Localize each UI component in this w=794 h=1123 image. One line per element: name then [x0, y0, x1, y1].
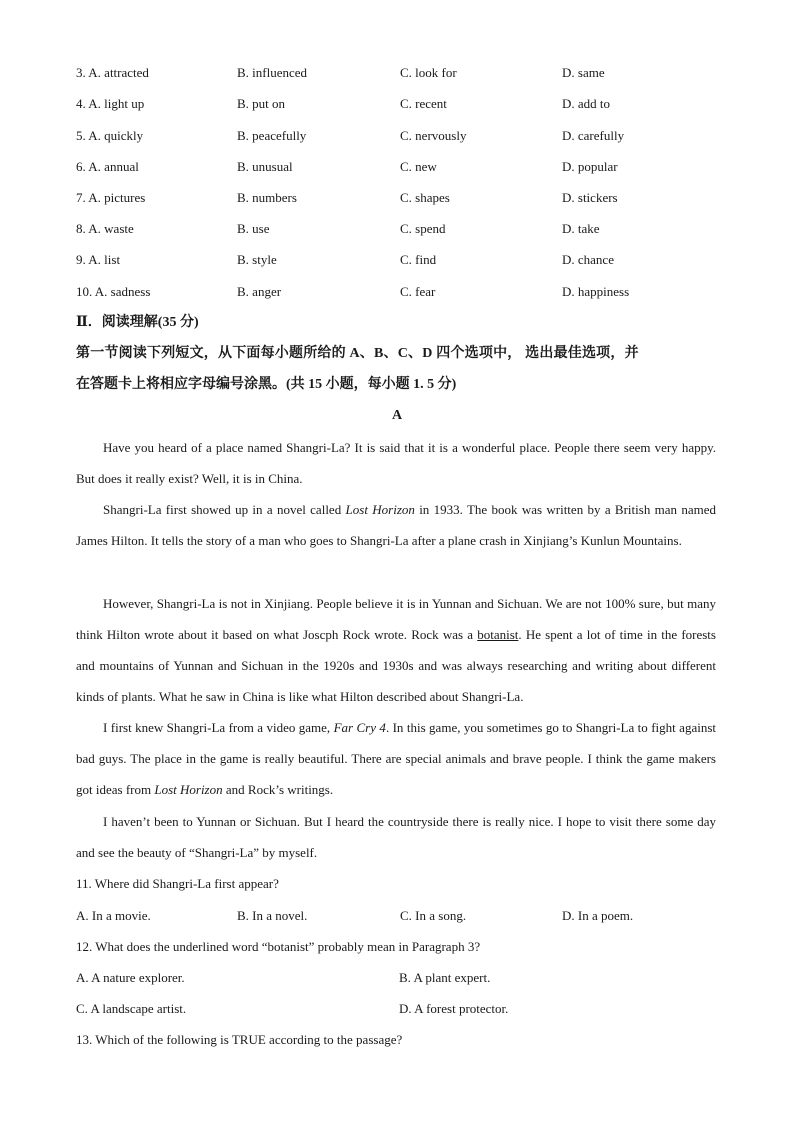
- option-9d: D. chance: [562, 252, 614, 267]
- question-12-option-c: C. A landscape artist.: [76, 1001, 187, 1016]
- option-10a: 10. A. sadness: [76, 284, 151, 299]
- paragraph-1: Have you heard of a place named Shangri-La? It is said that it is a wonderful place. People there seem very happy. But does it really exist? Well, it is in China.: [76, 440, 716, 486]
- option-9c: C. find: [400, 252, 437, 267]
- paragraph-5: I haven’t been to Yunnan or Sichuan. But I heard the countryside there is really nice. I hope to visit there some day and see the beauty of “Shangri-La” by myself.: [76, 814, 716, 860]
- option-4d: D. add to: [562, 96, 611, 111]
- section-title: Ⅱ．阅读理解(35 分): [76, 315, 199, 330]
- paragraph-4: [76, 712, 716, 805]
- question-11-option-a: A. In a movie.: [76, 908, 151, 923]
- book-title-lost-horizon-2: Lost Horizon: [154, 782, 223, 797]
- option-10b: B. anger: [237, 284, 282, 299]
- option-3b: B. influenced: [237, 65, 308, 80]
- option-4b: B. put on: [237, 96, 286, 111]
- option-3a: 3. A. attracted: [76, 65, 149, 80]
- option-4a: 4. A. light up: [76, 96, 145, 111]
- underlined-word-botanist: botanist: [477, 627, 519, 642]
- option-8a: 8. A. waste: [76, 221, 134, 236]
- book-title-lost-horizon: Lost Horizon: [345, 502, 415, 517]
- option-5d: D. carefully: [562, 128, 625, 143]
- question-11-option-d: D. In a poem.: [562, 908, 634, 923]
- game-title-far-cry-4: Far Cry 4: [333, 720, 386, 735]
- paragraph-2: [76, 494, 716, 556]
- question-12-option-b: B. A plant expert.: [399, 970, 491, 985]
- paragraph-2-text-a: Shangri-La first showed up in a novel called: [103, 502, 346, 517]
- question-11-stem: 11. Where did Shangri-La first appear?: [76, 876, 279, 891]
- question-13-stem: 13. Which of the following is TRUE according to the passage?: [76, 1032, 403, 1047]
- paragraph-2-text-b: in 1933. The book was written by a British man named James Hilton. It tells the story of a man who goes to Shangri-La after a plane crash in Xinjiang’s Kunlun Mountains.: [76, 502, 717, 548]
- option-3c: C. look for: [400, 65, 457, 80]
- option-8d: D. take: [562, 221, 600, 236]
- option-10c: C. fear: [400, 284, 436, 299]
- option-8c: C. spend: [400, 221, 446, 236]
- question-12-stem: 12. What does the underlined word “botanist” probably mean in Paragraph 3?: [76, 939, 481, 954]
- question-12-option-d: D. A forest protector.: [399, 1001, 509, 1016]
- paragraph-3-text-a: However, Shangri-La is not in Xinjiang. People believe it is in Yunnan and Sichuan. We are not 100% sure, but many think Hilton wrote about it based on what Joscph Rock wrote. Rock was a: [76, 596, 716, 642]
- option-9b: B. style: [237, 252, 277, 267]
- option-6a: 6. A. annual: [76, 159, 139, 174]
- question-11-option-b: B. In a novel.: [237, 908, 308, 923]
- option-7c: C. shapes: [400, 190, 450, 205]
- option-7a: 7. A. pictures: [76, 190, 146, 205]
- option-6c: C. new: [400, 159, 437, 174]
- option-4c: C. recent: [400, 96, 447, 111]
- option-8b: B. use: [237, 221, 270, 236]
- passage-label: A: [391, 408, 403, 423]
- option-6d: D. popular: [562, 159, 618, 174]
- instructions-line-2: 在答题卡上将相应字母编号涂黑。(共 15 小题，每小题 1. 5 分): [76, 377, 457, 392]
- question-12-option-a: A. A nature explorer.: [76, 970, 185, 985]
- paragraph-3-text-b: . He spent a lot of time in the forests and mountains of Yunnan and Sichuan in the 1920s and 1930s and was always researching and writing about different kinds of plants. What he saw in China is like what Hilton described about Shangri-La.: [76, 627, 716, 704]
- paragraph-4-text-b: . In this game, you sometimes go to Shangri-La to fight against bad guys. The place in the game is really beautiful. There are special animals and brave people. I think the game makers got ideas from: [76, 720, 717, 797]
- paragraph-4-text-a: I first knew Shangri-La from a video game,: [103, 720, 334, 735]
- paragraph-3: [76, 588, 716, 712]
- option-6b: B. unusual: [237, 159, 293, 174]
- option-3d: D. same: [562, 65, 605, 80]
- option-9a: 9. A. list: [76, 252, 121, 267]
- option-5a: 5. A. quickly: [76, 128, 144, 143]
- paragraph-4-text-c: and Rock’s writings.: [222, 782, 334, 797]
- option-5c: C. nervously: [400, 128, 467, 143]
- option-7b: B. numbers: [237, 190, 297, 205]
- question-11-option-c: C. In a song.: [400, 908, 467, 923]
- option-5b: B. peacefully: [237, 128, 307, 143]
- option-7d: D. stickers: [562, 190, 618, 205]
- option-10d: D. happiness: [562, 284, 630, 299]
- instructions-line-1: 第一节阅读下列短文，从下面每小题所给的 A、B、C、D 四个选项中， 选出最佳选项，并: [76, 346, 639, 361]
